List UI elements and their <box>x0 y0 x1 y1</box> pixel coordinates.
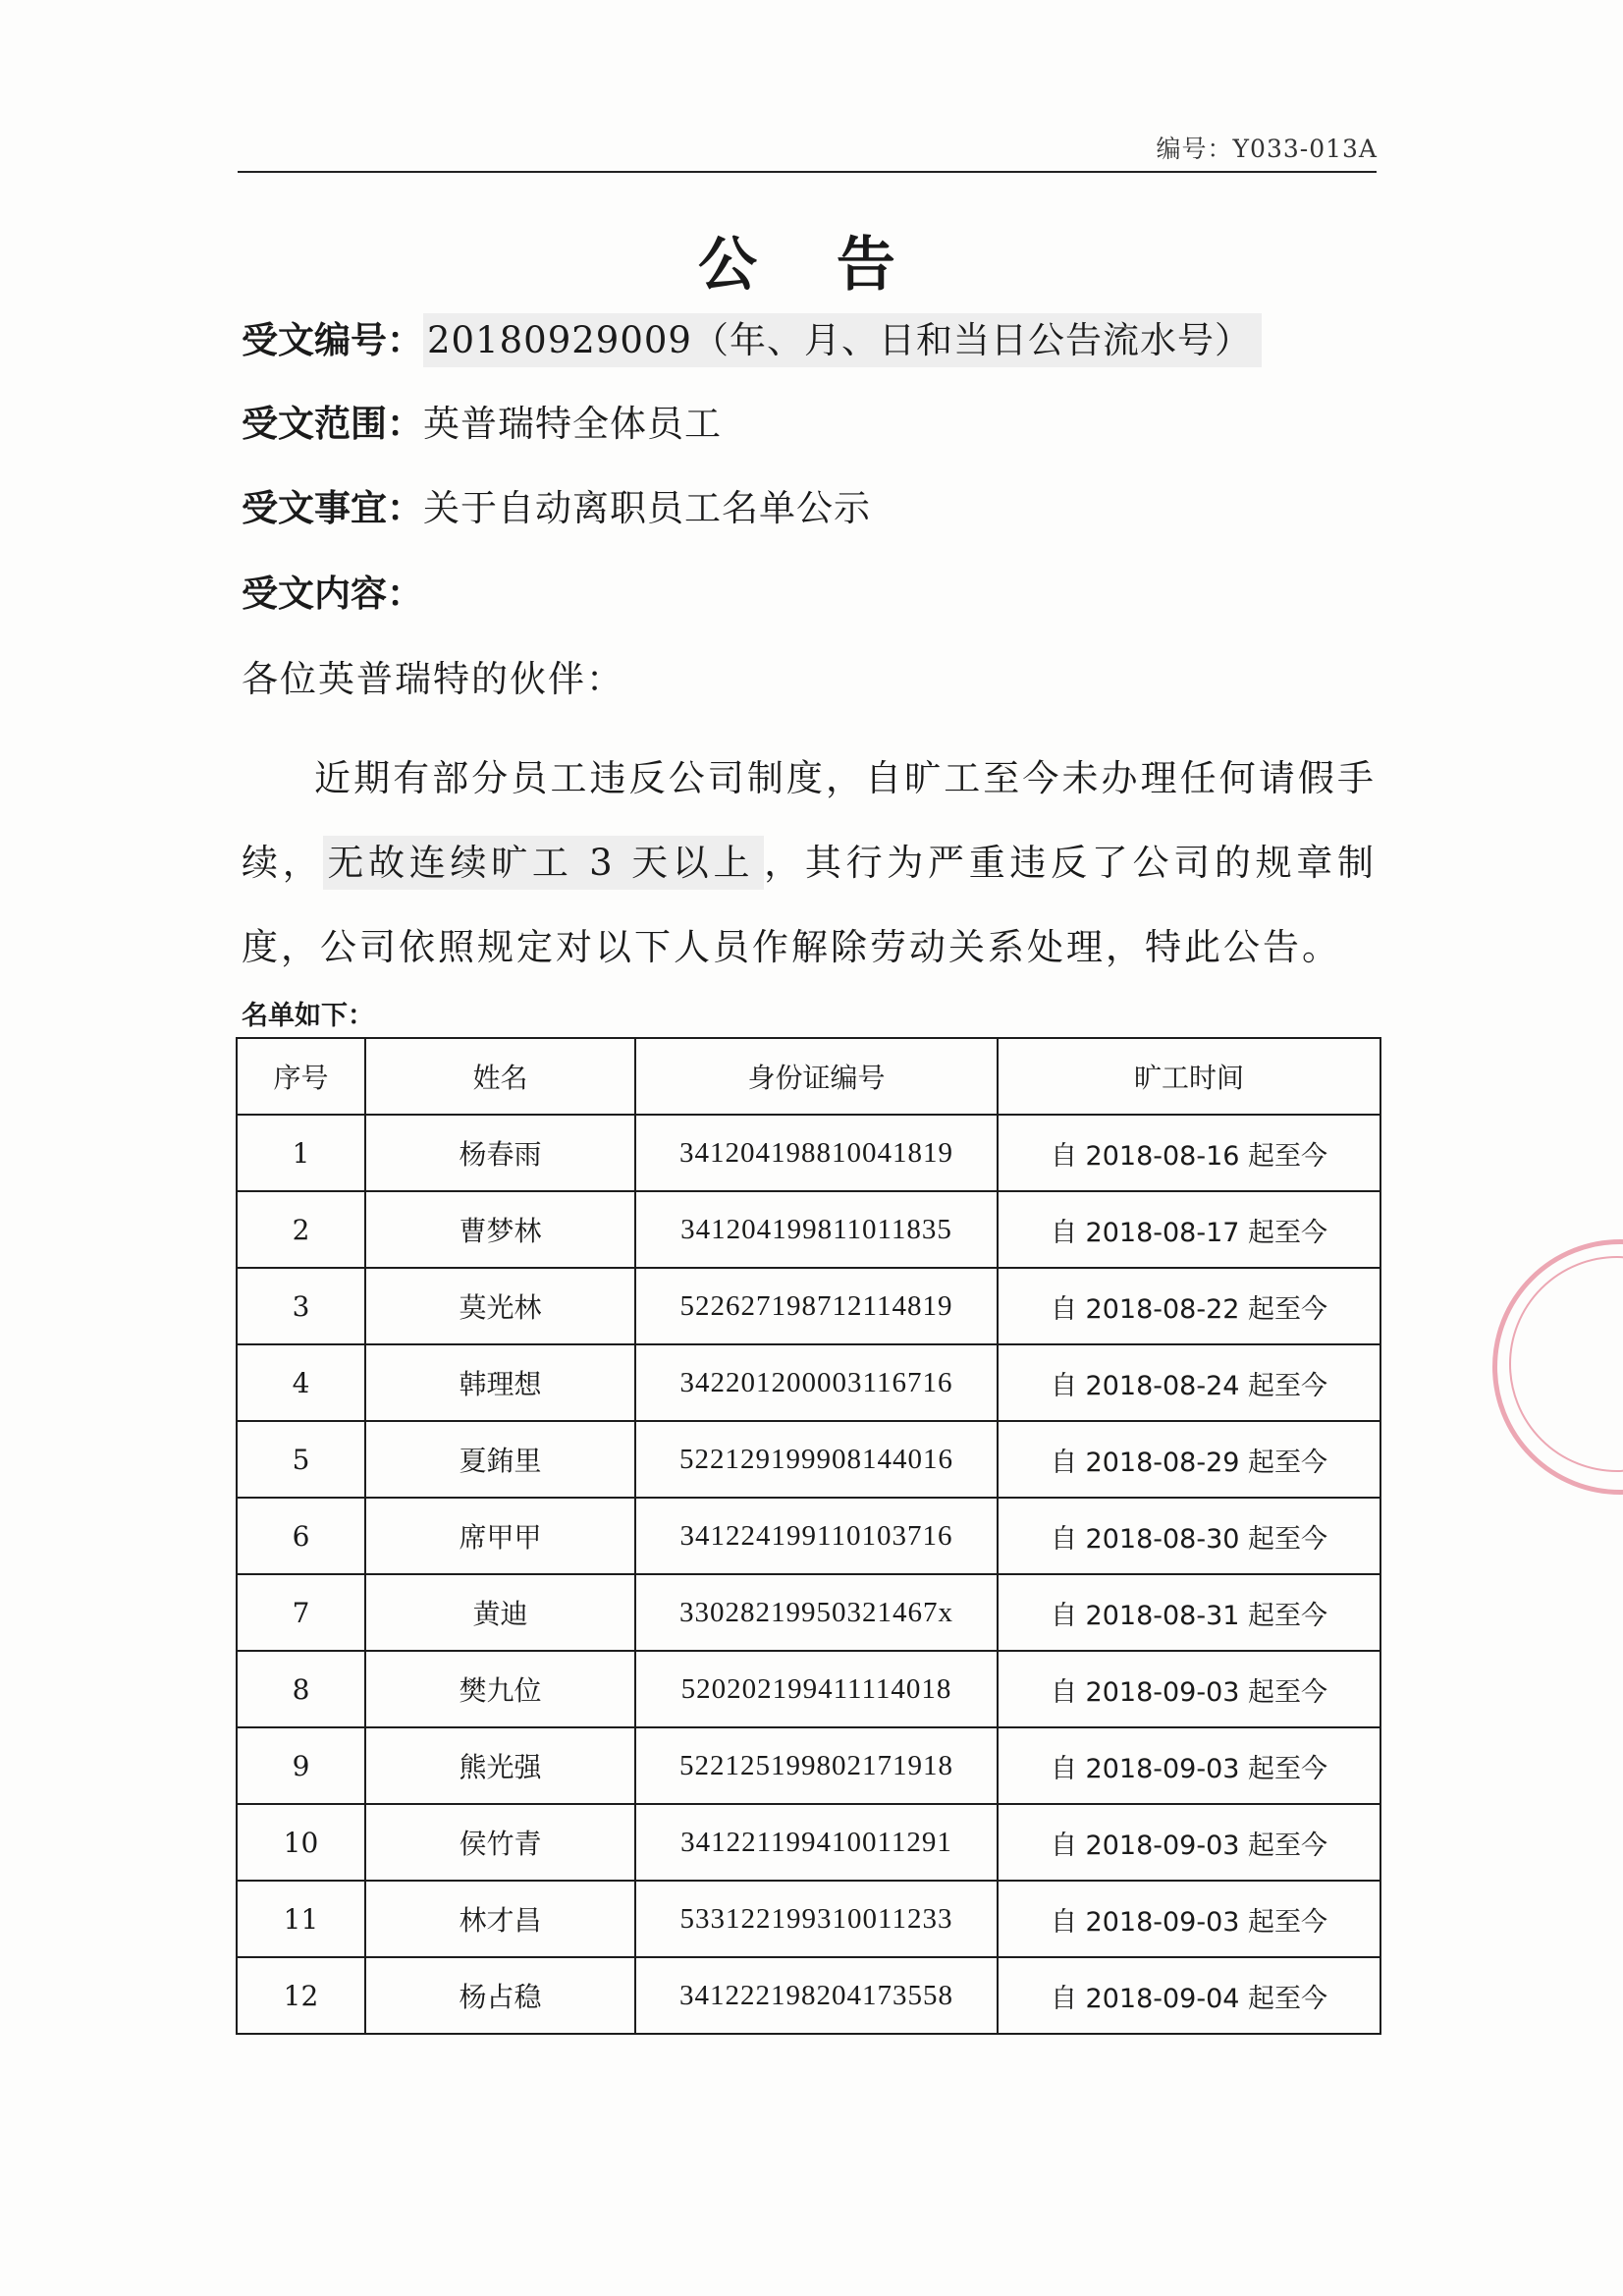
table-row <box>237 1957 1380 2034</box>
header-rule <box>238 171 1377 173</box>
cell-name: 韩理想 <box>365 1344 635 1421</box>
cell-name: 林才昌 <box>365 1881 635 1957</box>
cell-id-number: 341222198204173558 <box>635 1957 998 2034</box>
cell-id-number: 522125199802171918 <box>635 1727 998 1804</box>
cell-absence-period: 自 2018-08-16 起至今 <box>998 1115 1380 1191</box>
cell-index: 6 <box>237 1498 365 1574</box>
table-row <box>237 1268 1380 1344</box>
cell-index: 10 <box>237 1804 365 1881</box>
cell-id-number: 533122199310011233 <box>635 1881 998 1957</box>
cell-absence-period: 自 2018-09-03 起至今 <box>998 1727 1380 1804</box>
cell-id-number: 522129199908144016 <box>635 1421 998 1498</box>
cell-absence-period: 自 2018-08-31 起至今 <box>998 1574 1380 1651</box>
cell-id-number: 341221199410011291 <box>635 1804 998 1881</box>
table-row <box>237 1421 1380 1498</box>
paragraph-text: ，其行为严重违反了公司的规章制度，公司依照规定对以下人员作解除劳动关系处理，特此公告。 <box>242 842 1378 968</box>
meta-value: 20180929009（年、月、日和当日公告流水号） <box>423 313 1262 367</box>
cell-index: 4 <box>237 1344 365 1421</box>
cell-id-number: 522627198712114819 <box>635 1268 998 1344</box>
cell-name: 杨春雨 <box>365 1115 635 1191</box>
cell-absence-period: 自 2018-09-03 起至今 <box>998 1881 1380 1957</box>
cell-id-number: 341204199811011835 <box>635 1191 998 1268</box>
meta-line-subject <box>242 489 871 528</box>
company-seal <box>1492 1239 1623 1495</box>
meta-line-scope <box>242 405 722 444</box>
cell-name: 黄迪 <box>365 1574 635 1651</box>
cell-absence-period: 自 2018-08-17 起至今 <box>998 1191 1380 1268</box>
meta-value: 关于自动离职员工名单公示 <box>423 487 871 529</box>
meta-label: 受文编号： <box>242 319 423 361</box>
body-paragraph <box>242 737 1377 990</box>
column-header-index: 序号 <box>237 1038 365 1115</box>
document-code: 编号：Y033-013A <box>1156 135 1378 163</box>
cell-name: 樊九位 <box>365 1651 635 1727</box>
cell-index: 9 <box>237 1727 365 1804</box>
meta-label: 受文范围： <box>242 403 423 445</box>
table-row <box>237 1881 1380 1957</box>
table-row <box>237 1191 1380 1268</box>
table-row <box>237 1344 1380 1421</box>
cell-absence-period: 自 2018-08-24 起至今 <box>998 1344 1380 1421</box>
table-row <box>237 1804 1380 1881</box>
cell-name: 夏銪里 <box>365 1421 635 1498</box>
cell-name: 席甲甲 <box>365 1498 635 1574</box>
meta-line-doc-number <box>242 321 1262 360</box>
table-row <box>237 1498 1380 1574</box>
cell-absence-period: 自 2018-09-03 起至今 <box>998 1804 1380 1881</box>
seal-inner-ring <box>1509 1256 1623 1472</box>
cell-name: 杨占稳 <box>365 1957 635 2034</box>
cell-index: 5 <box>237 1421 365 1498</box>
paragraph-highlight: 无故连续旷工 3 天以上 <box>323 836 764 890</box>
table-row <box>237 1727 1380 1804</box>
cell-name: 曹梦林 <box>365 1191 635 1268</box>
cell-index: 3 <box>237 1268 365 1344</box>
cell-id-number: 341224199110103716 <box>635 1498 998 1574</box>
table-row <box>237 1651 1380 1727</box>
cell-id-number: 520202199411114018 <box>635 1651 998 1727</box>
table-row <box>237 1574 1380 1651</box>
meta-value: 英普瑞特全体员工 <box>423 403 722 445</box>
cell-absence-period: 自 2018-09-03 起至今 <box>998 1651 1380 1727</box>
cell-index: 1 <box>237 1115 365 1191</box>
table-body <box>237 1115 1380 2034</box>
cell-absence-period: 自 2018-09-04 起至今 <box>998 1957 1380 2034</box>
cell-index: 2 <box>237 1191 365 1268</box>
table-header-row <box>237 1038 1380 1115</box>
cell-name: 熊光强 <box>365 1727 635 1804</box>
cell-id-number: 341204198810041819 <box>635 1115 998 1191</box>
column-header-id: 身份证编号 <box>635 1038 998 1115</box>
cell-index: 8 <box>237 1651 365 1727</box>
paragraph-text: 近期有部分员工违反公司制度，自旷工至今未办理任何请假手续， <box>242 757 1377 884</box>
cell-index: 11 <box>237 1881 365 1957</box>
greeting: 各位英普瑞特的伙伴： <box>242 658 624 700</box>
cell-absence-period: 自 2018-08-22 起至今 <box>998 1268 1380 1344</box>
roster-table <box>236 1037 1381 2035</box>
list-label: 名单如下： <box>242 1001 374 1031</box>
cell-id-number: 342201200003116716 <box>635 1344 998 1421</box>
cell-index: 12 <box>237 1957 365 2034</box>
meta-label: 受文事宜： <box>242 487 423 529</box>
cell-index: 7 <box>237 1574 365 1651</box>
cell-absence-period: 自 2018-08-29 起至今 <box>998 1421 1380 1498</box>
meta-label: 受文内容： <box>242 573 423 615</box>
cell-name: 莫光林 <box>365 1268 635 1344</box>
column-header-name: 姓名 <box>365 1038 635 1115</box>
cell-id-number: 33028219950321467x <box>635 1574 998 1651</box>
cell-absence-period: 自 2018-08-30 起至今 <box>998 1498 1380 1574</box>
notice-title: 公 告 <box>698 231 925 300</box>
cell-name: 侯竹青 <box>365 1804 635 1881</box>
meta-line-content <box>242 574 423 614</box>
column-header-period: 旷工时间 <box>998 1038 1380 1115</box>
table-row <box>237 1115 1380 1191</box>
